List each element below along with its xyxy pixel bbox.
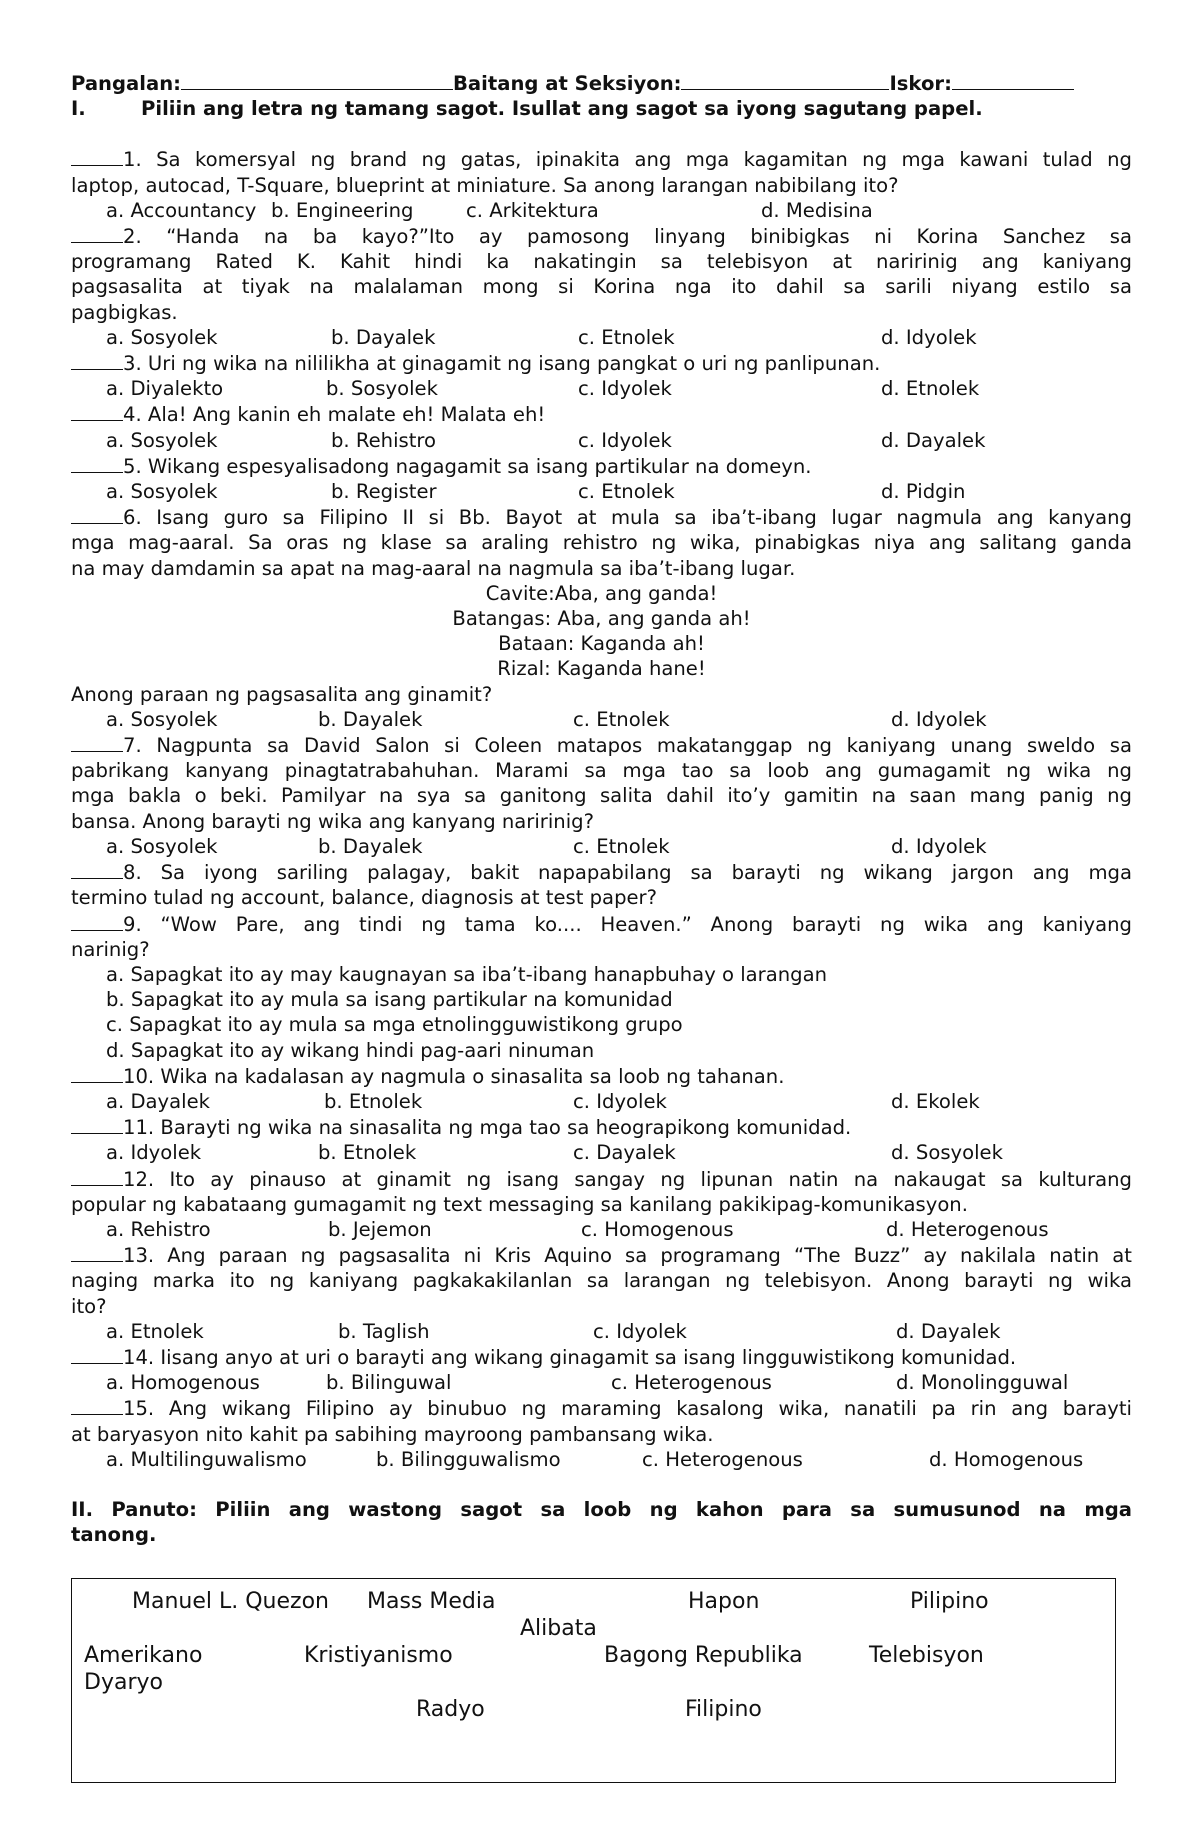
- answer-blank: [71, 1242, 123, 1262]
- question-text: laptop, autocad, T-Square, blueprint at miniature. Sa anong larangan nabibilang ito?: [71, 173, 899, 197]
- option-a: a. Sosyolek: [106, 480, 218, 504]
- part2-instruction: II. Panuto: Piliin ang wastong sagot sa loob ng kahon para sa sumusunod na mga: [71, 1497, 1132, 1521]
- word-choice: Alibata: [520, 1616, 597, 1641]
- option-d: d. Sosyolek: [891, 1141, 1003, 1165]
- question-12: [71, 1166, 1132, 1192]
- part1-instruction-text: Piliin ang letra ng tamang sagot. Isullat ang sagot sa iyong sagutang papel.: [141, 97, 983, 121]
- answer-blank: [71, 1063, 123, 1083]
- grade-label: Baitang at Seksiyon:: [452, 72, 682, 95]
- score-label: Iskor:: [889, 72, 952, 95]
- word-choice-box: [71, 1578, 1116, 1783]
- option-b: b. Rehistro: [331, 428, 437, 452]
- option-c: c. Arkitektura: [466, 198, 599, 222]
- option-a: a. Sosyolek: [106, 325, 218, 349]
- option-c: c. Etnolek: [578, 325, 675, 349]
- question-7: [71, 732, 1132, 758]
- question-11: [71, 1114, 1132, 1140]
- option-c: c. Etnolek: [573, 834, 670, 858]
- options-13: [71, 1319, 1132, 1344]
- question-4: [71, 401, 1132, 427]
- option-d: d. Ekolek: [891, 1089, 980, 1113]
- question-text: na may damdamin sa apat na mag-aaral na nagmula sa iba’t-ibang lugar.: [71, 556, 796, 580]
- name-label: Pangalan:: [71, 72, 181, 95]
- question-text: termino tulad ng account, balance, diagnosis at test paper?: [71, 886, 658, 910]
- option-c: c. Etnolek: [573, 707, 670, 731]
- options-12: [71, 1217, 1132, 1242]
- question-text: pagsasalita at tiyak na malalaman mong si Korina nga ito dahil sa sarili niyang estilo sa: [71, 275, 1132, 299]
- options-11: [71, 1140, 1132, 1165]
- question-13: [71, 1242, 1132, 1268]
- question-text: 11. Barayti ng wika na sinasalita ng mga tao sa heograpikong komunidad.: [123, 1116, 852, 1140]
- option-b: b. Dayalek: [318, 707, 423, 731]
- word-choice: Mass Media: [367, 1589, 496, 1614]
- options-4: [71, 428, 1132, 453]
- word-choice: Pilipino: [910, 1589, 989, 1614]
- option-d: d. Idyolek: [891, 834, 987, 858]
- question-text: 2. “Handa na ba kayo?”Ito ay pamosong linyang binibigkas ni Korina Sanchez sa: [123, 225, 1132, 249]
- option-c: c. Dayalek: [573, 1141, 676, 1165]
- options-15: [71, 1447, 1132, 1472]
- option-c: c. Idyolek: [573, 1089, 667, 1113]
- question-text: 13. Ang paraan ng pagsasalita ni Kris Aquino sa programang “The Buzz” ay nakilala natin at: [123, 1244, 1132, 1268]
- option-a: a. Sosyolek: [106, 428, 218, 452]
- answer-blank: [71, 453, 123, 473]
- option-a: a. Sosyolek: [106, 707, 218, 731]
- question-14: [71, 1344, 1132, 1370]
- word-choice: Dyaryo: [84, 1670, 163, 1695]
- option-a: a. Etnolek: [106, 1319, 204, 1343]
- option-a: a. Homogenous: [106, 1371, 260, 1395]
- word-choice: Amerikano: [84, 1643, 203, 1668]
- answer-blank: [71, 401, 123, 421]
- options-1: [71, 198, 1132, 223]
- question-text: pabrikang kanyang pinagtatrabahuhan. Marami sa mga tao sa loob ang gumagamit ng wika ng: [71, 759, 1132, 783]
- answer-blank: [71, 1395, 123, 1415]
- option-a: a. Idyolek: [106, 1141, 202, 1165]
- example-line: Batangas: Aba, ang ganda ah!: [452, 607, 751, 631]
- question-1: [71, 146, 1132, 172]
- part1-roman: I.: [71, 97, 86, 121]
- option-b: b. Dayalek: [318, 834, 423, 858]
- option-a: a. Sapagkat ito ay may kaugnayan sa iba’t-ibang hanapbuhay o larangan: [106, 962, 828, 986]
- question-prompt: Anong paraan ng pagsasalita ang ginamit?: [71, 682, 493, 706]
- option-d: d. Homogenous: [929, 1447, 1084, 1471]
- option-b: b. Sapagkat ito ay mula sa isang partikular na komunidad: [106, 988, 673, 1012]
- word-choice: Kristiyanismo: [304, 1643, 453, 1668]
- question-15: [71, 1395, 1132, 1421]
- question-text: 1. Sa komersyal ng brand ng gatas, ipinakita ang mga kagamitan ng mga kawani tulad ng: [123, 148, 1132, 172]
- question-text: 15. Ang wikang Filipino ay binubuo ng maraming kasalong wika, nanatili pa rin ang barayti: [123, 1397, 1132, 1421]
- question-text: naging marka ito ng kaniyang pagkakakilanlan sa larangan ng telebisyon. Anong barayti ng wika: [71, 1269, 1132, 1293]
- question-text: ito?: [71, 1294, 107, 1318]
- option-b: b. Bilingguwalismo: [376, 1447, 561, 1471]
- option-a: a. Rehistro: [106, 1217, 211, 1241]
- option-a: a. Dayalek: [106, 1089, 211, 1113]
- options-5: [71, 479, 1132, 504]
- answer-blank: [71, 223, 123, 243]
- answer-blank: [71, 350, 123, 370]
- option-b: b. Etnolek: [324, 1089, 423, 1113]
- question-text: pagbigkas.: [71, 300, 178, 324]
- answer-blank: [71, 1344, 123, 1364]
- part2-instruction-cont: tanong.: [71, 1523, 157, 1547]
- question-10: [71, 1063, 1132, 1089]
- question-text: 4. Ala! Ang kanin eh malate eh! Malata eh!: [123, 403, 546, 427]
- question-text: mga bakla o beki. Pamilyar na sya sa ganitong salita dahil ito’y gamitin na saan mang panig ng: [71, 784, 1132, 808]
- word-choice: Manuel L. Quezon: [132, 1589, 329, 1614]
- option-c: c. Sapagkat ito ay mula sa mga etnolingguwistikong grupo: [106, 1013, 683, 1037]
- answer-blank: [71, 732, 123, 752]
- option-d: d. Medisina: [761, 198, 873, 222]
- question-2: [71, 223, 1132, 249]
- option-c: c. Idyolek: [578, 428, 672, 452]
- options-14: [71, 1370, 1132, 1395]
- question-text: 12. Ito ay pinauso at ginamit ng isang sangay ng lipunan natin na nakaugat sa kulturang: [123, 1167, 1132, 1191]
- options-7: [71, 834, 1132, 859]
- question-text: 6. Isang guro sa Filipino II si Bb. Bayot at mula sa iba’t-ibang lugar nagmula ang kanyang: [123, 506, 1132, 530]
- score-blank: [952, 70, 1074, 90]
- options-6: [71, 707, 1132, 732]
- option-d: d. Etnolek: [881, 377, 980, 401]
- option-b: b. Jejemon: [328, 1217, 432, 1241]
- question-text: 9. “Wow Pare, ang tindi ng tama ko.... Heaven.” Anong barayti ng wika ang kaniyang: [123, 912, 1132, 936]
- answer-blank: [71, 504, 123, 524]
- option-d: d. Pidgin: [881, 480, 966, 504]
- option-c: c. Idyolek: [593, 1319, 687, 1343]
- header-line: [71, 70, 1132, 96]
- question-text: 10. Wika na kadalasan ay nagmula o sinasalita sa loob ng tahanan.: [123, 1064, 785, 1088]
- option-a: a. Diyalekto: [106, 377, 224, 401]
- grade-blank: [681, 70, 889, 90]
- option-d: d. Dayalek: [881, 428, 986, 452]
- answer-blank: [71, 1166, 123, 1186]
- option-b: b. Bilinguwal: [326, 1371, 452, 1395]
- options-3: [71, 376, 1132, 401]
- option-b: b. Sosyolek: [326, 377, 438, 401]
- question-text: 3. Uri ng wika na nililikha at ginagamit ng isang pangkat o uri ng panlipunan.: [123, 352, 881, 376]
- question-3: [71, 350, 1132, 376]
- name-blank: [181, 70, 453, 90]
- word-choice: Radyo: [416, 1697, 485, 1722]
- question-text: bansa. Anong barayti ng wika ang kanyang naririnig?: [71, 809, 595, 833]
- question-9: [71, 911, 1132, 937]
- answer-blank: [71, 1114, 123, 1134]
- question-text: popular ng kabataang gumagamit ng text messaging sa kanilang pakikipag-komunikasyon.: [71, 1192, 968, 1216]
- options-2: [71, 325, 1132, 350]
- option-b: b. Etnolek: [318, 1141, 417, 1165]
- option-c: c. Heterogenous: [642, 1447, 803, 1471]
- option-c: c. Idyolek: [578, 377, 672, 401]
- word-choice: Telebisyon: [869, 1643, 984, 1668]
- option-a: a. Sosyolek: [106, 834, 218, 858]
- option-a: a. Multilinguwalismo: [106, 1447, 307, 1471]
- example-line: Rizal: Kaganda hane!: [497, 657, 706, 681]
- option-c: c. Homogenous: [581, 1217, 734, 1241]
- word-choice: Bagong Republika: [604, 1643, 803, 1668]
- option-d: d. Heterogenous: [886, 1217, 1049, 1241]
- option-a: a. Accountancy: [106, 198, 257, 222]
- word-choice: Hapon: [688, 1589, 760, 1614]
- answer-blank: [71, 146, 123, 166]
- question-text: mga mag-aaral. Sa oras ng klase sa araling rehistro ng wika, pinabigkas niya ang salitang ganda: [71, 531, 1132, 555]
- option-b: b. Dayalek: [331, 325, 436, 349]
- question-text: 8. Sa iyong sariling palagay, bakit napapabilang sa barayti ng wikang jargon ang mga: [123, 861, 1132, 885]
- option-b: b. Register: [331, 480, 437, 504]
- option-d: d. Dayalek: [896, 1319, 1001, 1343]
- quiz-page: [71, 70, 1132, 1547]
- question-text: at baryasyon nito kahit pa sabihing mayroong pambansang wika.: [71, 1422, 714, 1446]
- question-text: 7. Nagpunta sa David Salon si Coleen matapos makatanggap ng kaniyang unang sweldo sa: [123, 734, 1132, 758]
- word-choice: Filipino: [685, 1697, 762, 1722]
- option-d: d. Sapagkat ito ay wikang hindi pag-aari ninuman: [106, 1038, 595, 1062]
- options-10: [71, 1089, 1132, 1114]
- answer-blank: [71, 859, 123, 879]
- question-5: [71, 453, 1132, 479]
- option-d: d. Monolingguwal: [896, 1371, 1069, 1395]
- question-text: narinig?: [71, 937, 150, 961]
- option-c: c. Heterogenous: [611, 1371, 772, 1395]
- option-d: d. Idyolek: [891, 707, 987, 731]
- option-b: b. Taglish: [338, 1319, 430, 1343]
- option-c: c. Etnolek: [578, 480, 675, 504]
- answer-blank: [71, 911, 123, 931]
- question-6: [71, 504, 1132, 530]
- example-line: Cavite:Aba, ang ganda!: [485, 581, 718, 605]
- option-b: b. Engineering: [271, 198, 414, 222]
- question-8: [71, 859, 1132, 885]
- example-line: Bataan: Kaganda ah!: [498, 632, 705, 656]
- part1-instruction: [71, 96, 1132, 121]
- question-text: programang Rated K. Kahit hindi ka nakatingin sa telebisyon at naririnig ang kaniyang: [71, 250, 1132, 274]
- question-text: 14. Iisang anyo at uri o barayti ang wikang ginagamit sa isang lingguwistikong komunidad.: [123, 1345, 1017, 1369]
- question-text: 5. Wikang espesyalisadong nagagamit sa isang partikular na domeyn.: [123, 454, 812, 478]
- option-d: d. Idyolek: [881, 325, 977, 349]
